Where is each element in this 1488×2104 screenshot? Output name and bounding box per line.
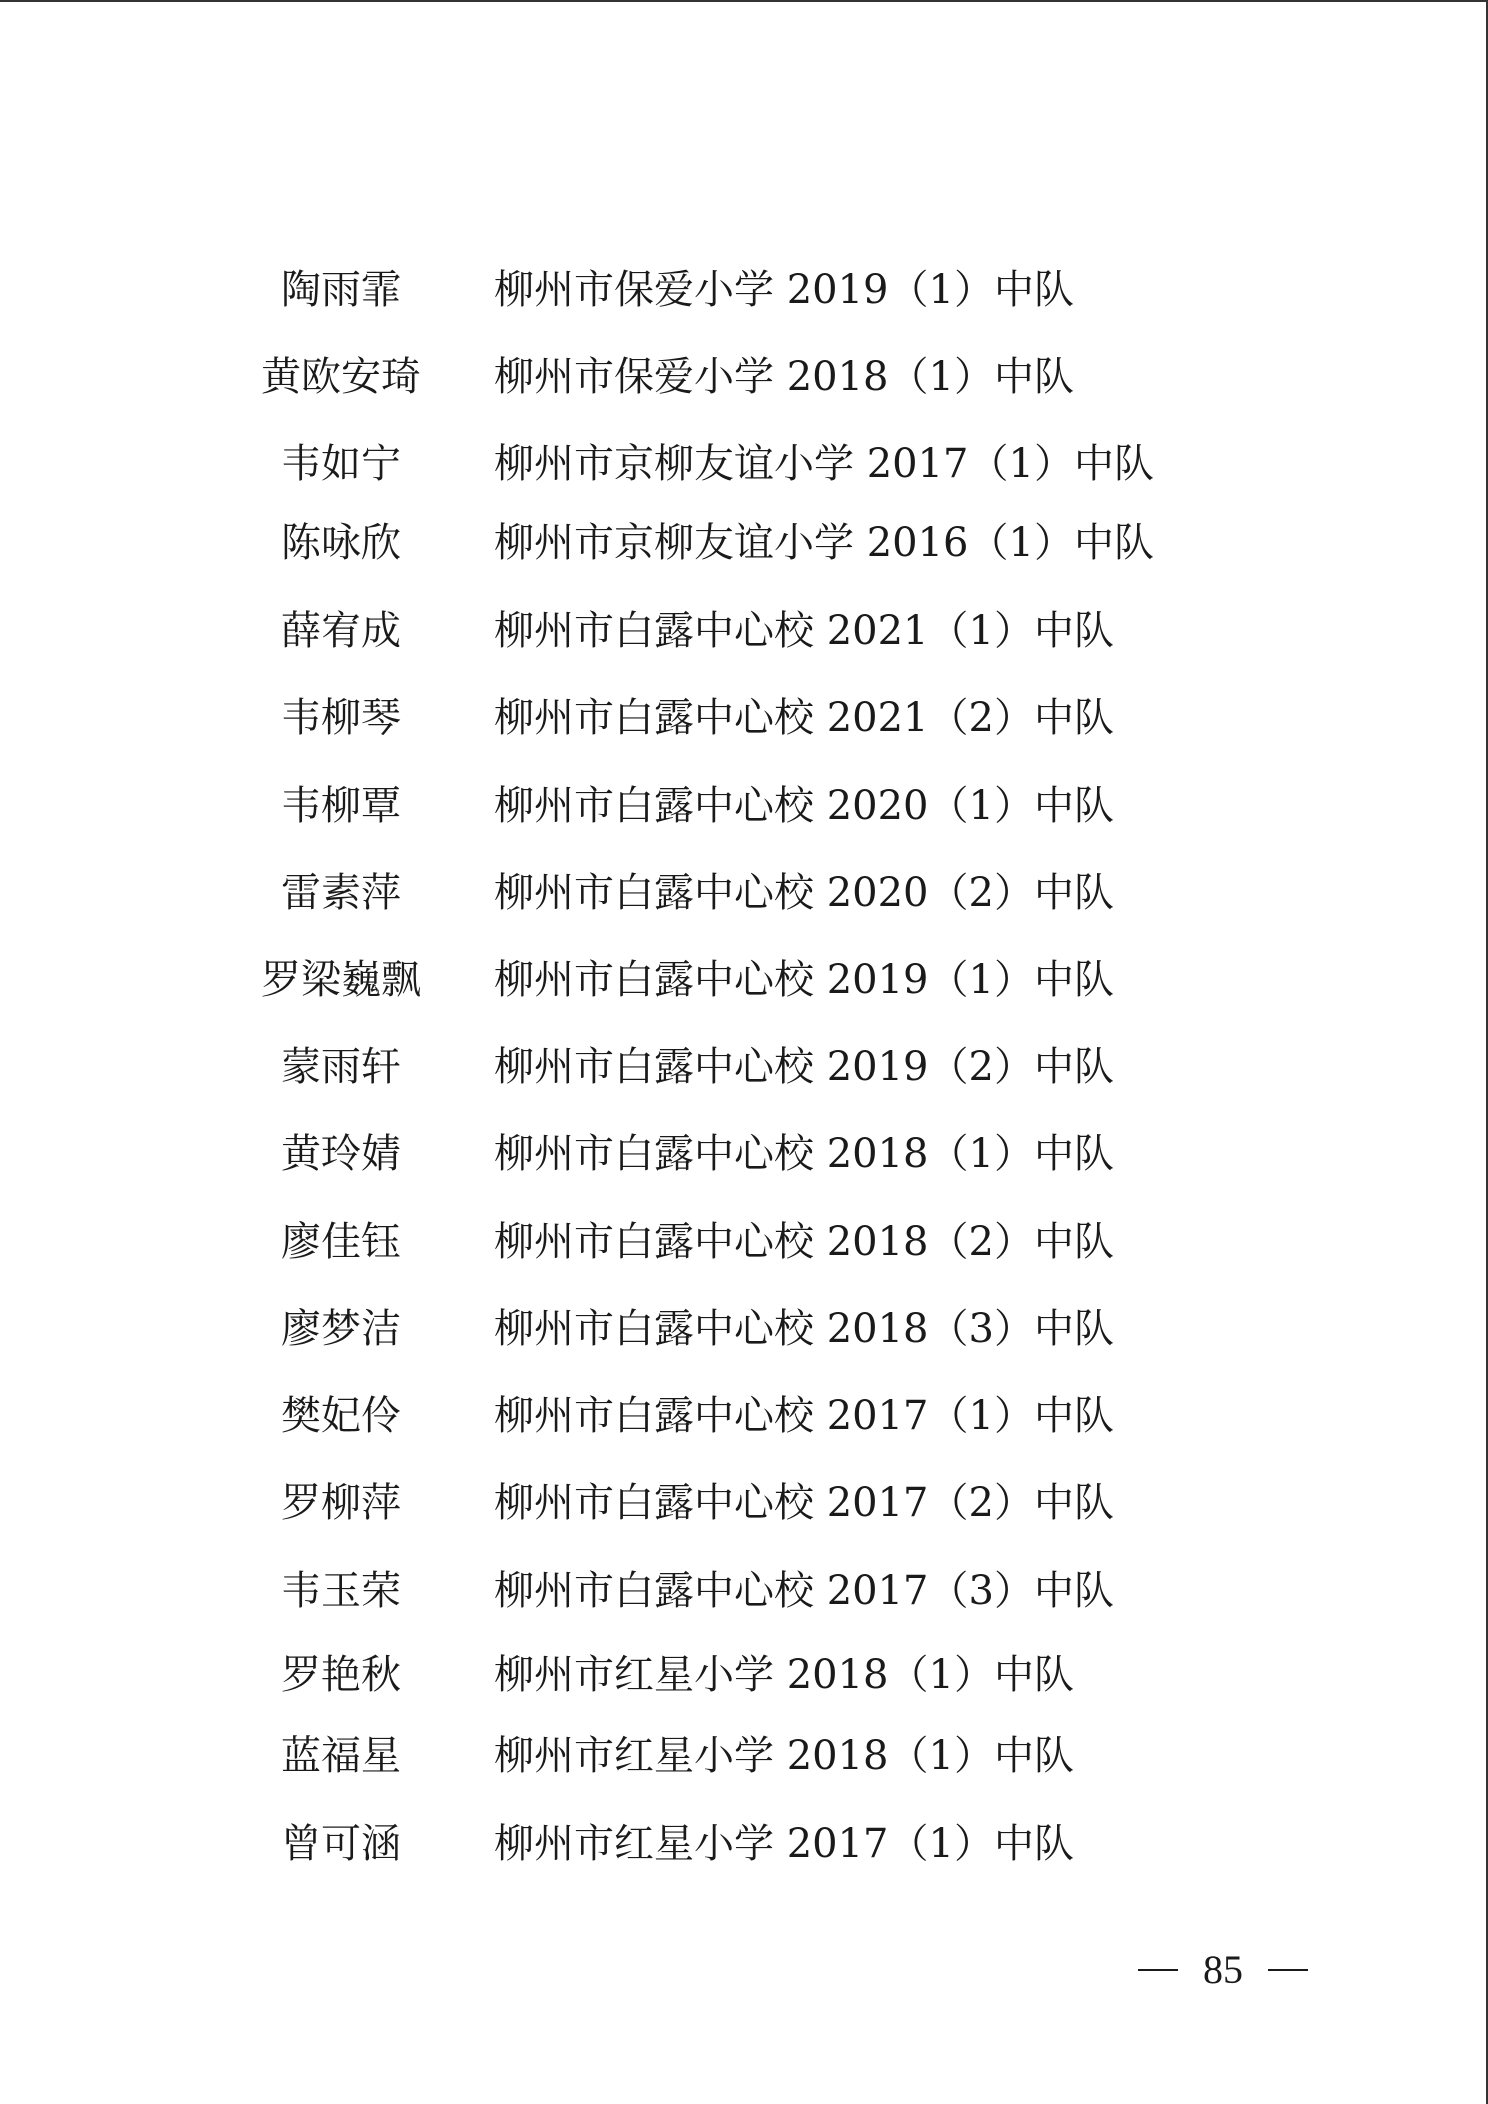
school-squadron: 柳州市白露中心校 2019（1）中队 <box>494 957 1114 1003</box>
list-item <box>0 1645 1488 1705</box>
student-name: 韦柳覃 <box>281 783 401 829</box>
school-squadron: 柳州市京柳友谊小学 2017（1）中队 <box>494 441 1154 487</box>
list-item <box>0 1814 1488 1874</box>
school-squadron: 柳州市白露中心校 2018（3）中队 <box>494 1306 1114 1352</box>
school-squadron: 柳州市白露中心校 2019（2）中队 <box>494 1044 1114 1090</box>
list-item <box>0 347 1488 407</box>
student-name: 雷素萍 <box>281 870 401 916</box>
student-name: 蓝福星 <box>281 1733 401 1779</box>
list-item <box>0 776 1488 836</box>
list-item <box>0 1124 1488 1184</box>
student-name: 韦柳琴 <box>281 695 401 741</box>
list-item <box>0 1037 1488 1097</box>
student-name: 黄玲婧 <box>281 1131 401 1177</box>
page-number-right-dash <box>1268 1969 1308 1971</box>
school-squadron: 柳州市白露中心校 2018（1）中队 <box>494 1131 1114 1177</box>
school-squadron: 柳州市京柳友谊小学 2016（1）中队 <box>494 520 1154 566</box>
student-name: 樊妃伶 <box>281 1393 401 1439</box>
page-number <box>1138 1940 1308 2000</box>
page-number-value: 85 <box>1203 1947 1243 1992</box>
list-item <box>0 1473 1488 1533</box>
list-item <box>0 863 1488 923</box>
school-squadron: 柳州市白露中心校 2017（2）中队 <box>494 1480 1114 1526</box>
school-squadron: 柳州市白露中心校 2017（3）中队 <box>494 1568 1114 1614</box>
school-squadron: 柳州市红星小学 2017（1）中队 <box>494 1821 1074 1867</box>
student-name: 罗梁巍飘 <box>261 957 421 1003</box>
list-item <box>0 601 1488 661</box>
list-item <box>0 1212 1488 1272</box>
school-squadron: 柳州市保爱小学 2019（1）中队 <box>494 267 1074 313</box>
student-name: 罗柳萍 <box>281 1480 401 1526</box>
school-squadron: 柳州市保爱小学 2018（1）中队 <box>494 354 1074 400</box>
school-squadron: 柳州市白露中心校 2018（2）中队 <box>494 1219 1114 1265</box>
school-squadron: 柳州市白露中心校 2017（1）中队 <box>494 1393 1114 1439</box>
school-squadron: 柳州市白露中心校 2021（1）中队 <box>494 608 1114 654</box>
school-squadron: 柳州市白露中心校 2020（2）中队 <box>494 870 1114 916</box>
student-name: 韦玉荣 <box>281 1568 401 1614</box>
list-item <box>0 513 1488 573</box>
student-name: 蒙雨轩 <box>281 1044 401 1090</box>
list-item <box>0 1299 1488 1359</box>
student-name: 陈咏欣 <box>281 520 401 566</box>
student-name: 廖佳钰 <box>281 1219 401 1265</box>
list-item <box>0 1726 1488 1786</box>
school-squadron: 柳州市白露中心校 2021（2）中队 <box>494 695 1114 741</box>
school-squadron: 柳州市白露中心校 2020（1）中队 <box>494 783 1114 829</box>
list-item <box>0 1561 1488 1621</box>
school-squadron: 柳州市红星小学 2018（1）中队 <box>494 1652 1074 1698</box>
page-number-left-dash <box>1138 1969 1178 1971</box>
list-item <box>0 260 1488 320</box>
list-item <box>0 950 1488 1010</box>
list-item <box>0 434 1488 494</box>
school-squadron: 柳州市红星小学 2018（1）中队 <box>494 1733 1074 1779</box>
list-item <box>0 688 1488 748</box>
student-name: 黄欧安琦 <box>261 354 421 400</box>
list-item <box>0 1386 1488 1446</box>
student-name: 陶雨霏 <box>281 267 401 313</box>
student-name: 韦如宁 <box>281 441 401 487</box>
student-name: 廖梦洁 <box>281 1306 401 1352</box>
student-name: 薛宥成 <box>281 608 401 654</box>
student-name: 罗艳秋 <box>281 1652 401 1698</box>
student-name: 曾可涵 <box>281 1821 401 1867</box>
